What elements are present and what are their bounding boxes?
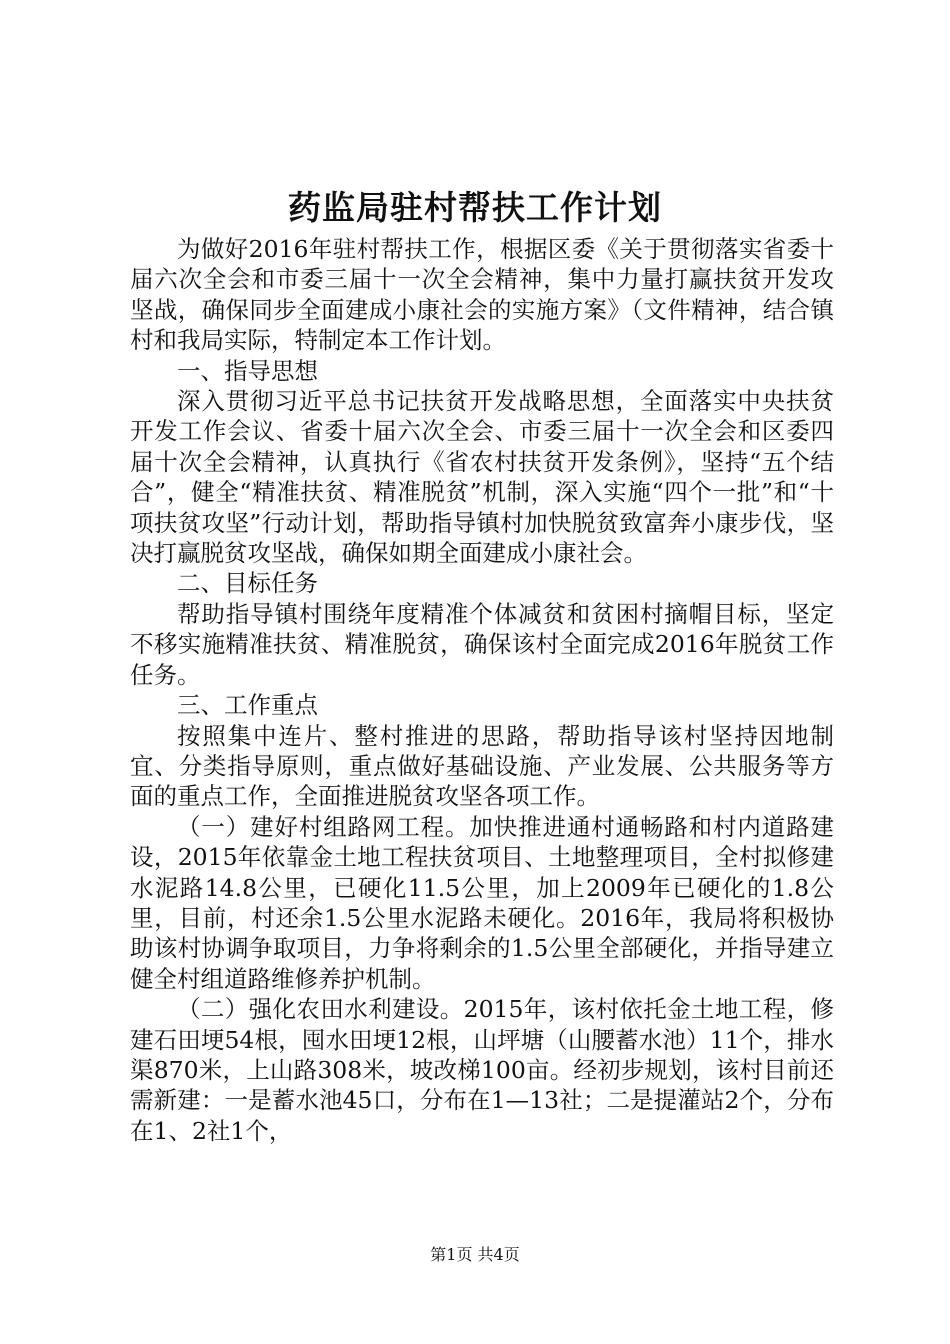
document-body [130,234,834,1146]
irrigation-paragraph: （二）强化农田水利建设。2015年，该村依托金土地工程，修建石田埂54根，囤水田埂12根，山坪塘（山腰蓄水池）11个，排水渠870米，上山路308米，坡改梯100亩。经初步规划，该村目前还需新建：一是蓄水池45口，分布在1—13社；二是提灌站2个，分布在1、2社1个， [130,995,834,1145]
section-heading-goals: 二、目标任务 [177,569,318,598]
key-work-paragraph: 按照集中连片、整村推进的思路，帮助指导该村坚持因地制宜、分类指导原则，重点做好基础设施、产业发展、公共服务等方面的重点工作，全面推进脱贫攻坚各项工作。 [130,721,834,811]
goals-paragraph: 帮助指导镇村围绕年度精准个体减贫和贫困村摘帽目标，坚定不移实施精准扶贫、精准脱贫，确保该村全面完成2016年脱贫工作任务。 [130,599,834,689]
intro-paragraph: 为做好2016年驻村帮扶工作，根据区委《关于贯彻落实省委十届六次全会和市委三届十一次全会精神，集中力量打赢扶贫开发攻坚战，确保同步全面建成小康社会的实施方案》（文件精神，结合镇村和我局实际，特制定本工作计划。 [130,235,834,355]
page-number-footer: 第1页 共4页 [430,1245,520,1264]
section-heading-key-work: 三、工作重点 [177,691,318,720]
document-title: 药监局驻村帮扶工作计划 [288,188,662,227]
road-network-paragraph: （一）建好村组路网工程。加快推进通村通畅路和村内道路建设，2015年依靠金土地工程扶贫项目、土地整理项目，全村拟修建水泥路14.8公里，已硬化11.5公里，加上2009年已硬化的1.8公里，目前，村还余1.5公里水泥路未硬化。2016年，我局将积极协助该村协调争取项目，力争将剩余的1.5公里全部硬化，并指导建立健全村组道路维修养护机制。 [130,812,834,993]
guiding-thought-paragraph: 深入贯彻习近平总书记扶贫开发战略思想，全面落实中央扶贫开发工作会议、省委十届六次全会、市委三届十一次全会和区委四届十次全会精神，认真执行《省农村扶贫开发条例》，坚持“五个结合”，健全“精准扶贫、精准脱贫”机制，深入实施“四个一批”和“十项扶贫攻坚”行动计划，帮助指导镇村加快脱贫致富奔小康步伐，坚决打赢脱贫攻坚战，确保如期全面建成小康社会。 [130,387,834,568]
section-heading-guiding-thought: 一、指导思想 [177,356,318,385]
